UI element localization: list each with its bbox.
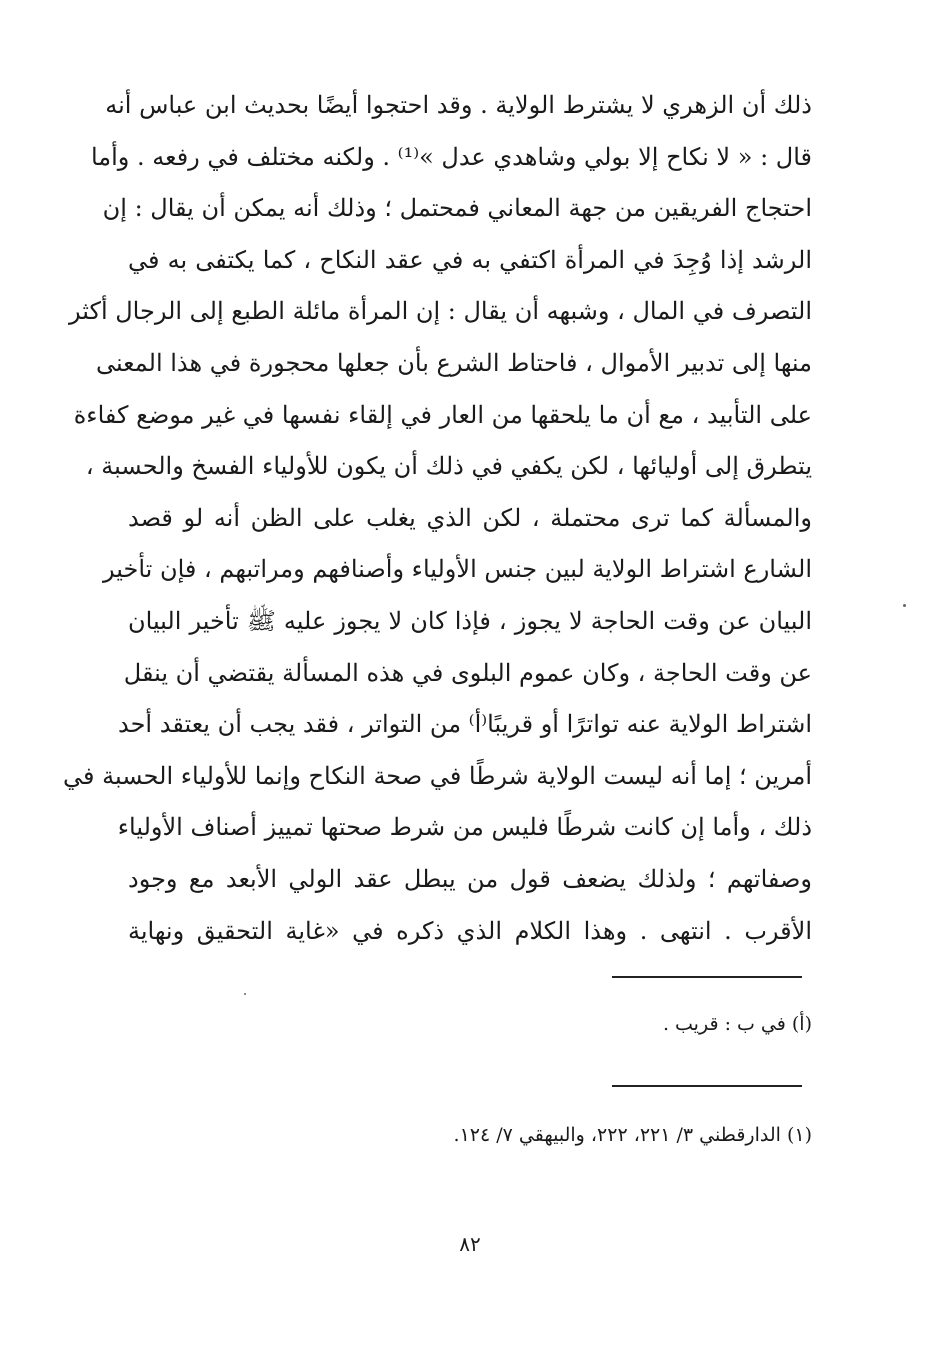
scan-speck	[244, 993, 246, 995]
text-line-7: على التأبيد ، مع أن ما يلحقها من العار في إلقاء نفسها في غير موضع كفاءة	[73, 400, 812, 429]
text-line-4: الرشد إذا وُجِدَ في المرأة اكتفي به في عقد النكاح ، كما يكتفى به في	[128, 245, 812, 274]
text-line-12: عن وقت الحاجة ، وكان عموم البلوى في هذه المسألة يقتضي أن ينقل	[123, 658, 812, 687]
main-text-block	[63, 80, 812, 957]
scan-speck	[903, 604, 906, 607]
text-line-3: احتجاج الفريقين من جهة المعاني فمحتمل ؛ وذلك أنه يمكن أن يقال : إن	[102, 194, 812, 223]
text-line-5: التصرف في المال ، وشبهه أن يقال : إن المرأة مائلة الطبع إلى الرجال أكثر	[69, 297, 812, 326]
text-line-9: والمسألة كما ترى محتملة ، لكن الذي يغلب على الظن أنه لو قصد	[128, 503, 812, 532]
text-line-2: قال : « لا نكاح إلا بولي وشاهدي عدل »⁽¹⁾ . ولكنه مختلف في رفعه . وأما	[90, 142, 812, 171]
text-line-16: وصفاتهم ؛ ولذلك يضعف قول من يبطل عقد الولي الأبعد مع وجود	[128, 864, 812, 893]
footnote-divider-variants	[612, 976, 802, 978]
text-line-6: منها إلى تدبير الأموال ، فاحتاط الشرع بأن جعلها محجورة في هذا المعنى	[95, 348, 812, 377]
text-line-17: الأقرب . انتهى . وهذا الكلام الذي ذكره في «غاية التحقيق ونهاية	[128, 916, 812, 945]
text-line-14: أمرين ؛ إما أنه ليست الولاية شرطًا في صحة النكاح وإنما للأولياء الحسبة في	[63, 761, 812, 790]
source-footnote: (١) الدارقطني ٣/ ٢٢١، ٢٢٢، والبيهقي ٧/ ١٢٤.	[453, 1124, 812, 1146]
text-line-15: ذلك ، وأما إن كانت شرطًا فليس من شرط صحتها تمييز أصناف الأولياء	[117, 813, 812, 842]
page-number: ٨٢	[459, 1232, 481, 1256]
text-line-10: الشارع اشتراط الولاية لبين جنس الأولياء وأصنافهم ومراتبهم ، فإن تأخير	[103, 555, 812, 584]
variant-footnote: (أ) في ب : قريب .	[662, 1013, 812, 1035]
text-line-1: ذلك أن الزهري لا يشترط الولاية . وقد احتجوا أيضًا بحديث ابن عباس أنه	[105, 91, 812, 119]
footnote-divider-sources	[612, 1085, 802, 1087]
text-line-13: اشتراط الولاية عنه تواترًا أو قريبًا⁽أ⁾ من التواتر ، فقد يجب أن يعتقد أحد	[117, 710, 812, 739]
text-line-11: البيان عن وقت الحاجة لا يجوز ، فإذا كان لا يجوز عليه ﷺ تأخير البيان	[128, 606, 812, 635]
text-line-8: يتطرق إلى أوليائها ، لكن يكفي في ذلك أن يكون للأولياء الفسخ والحسبة ،	[85, 452, 812, 481]
